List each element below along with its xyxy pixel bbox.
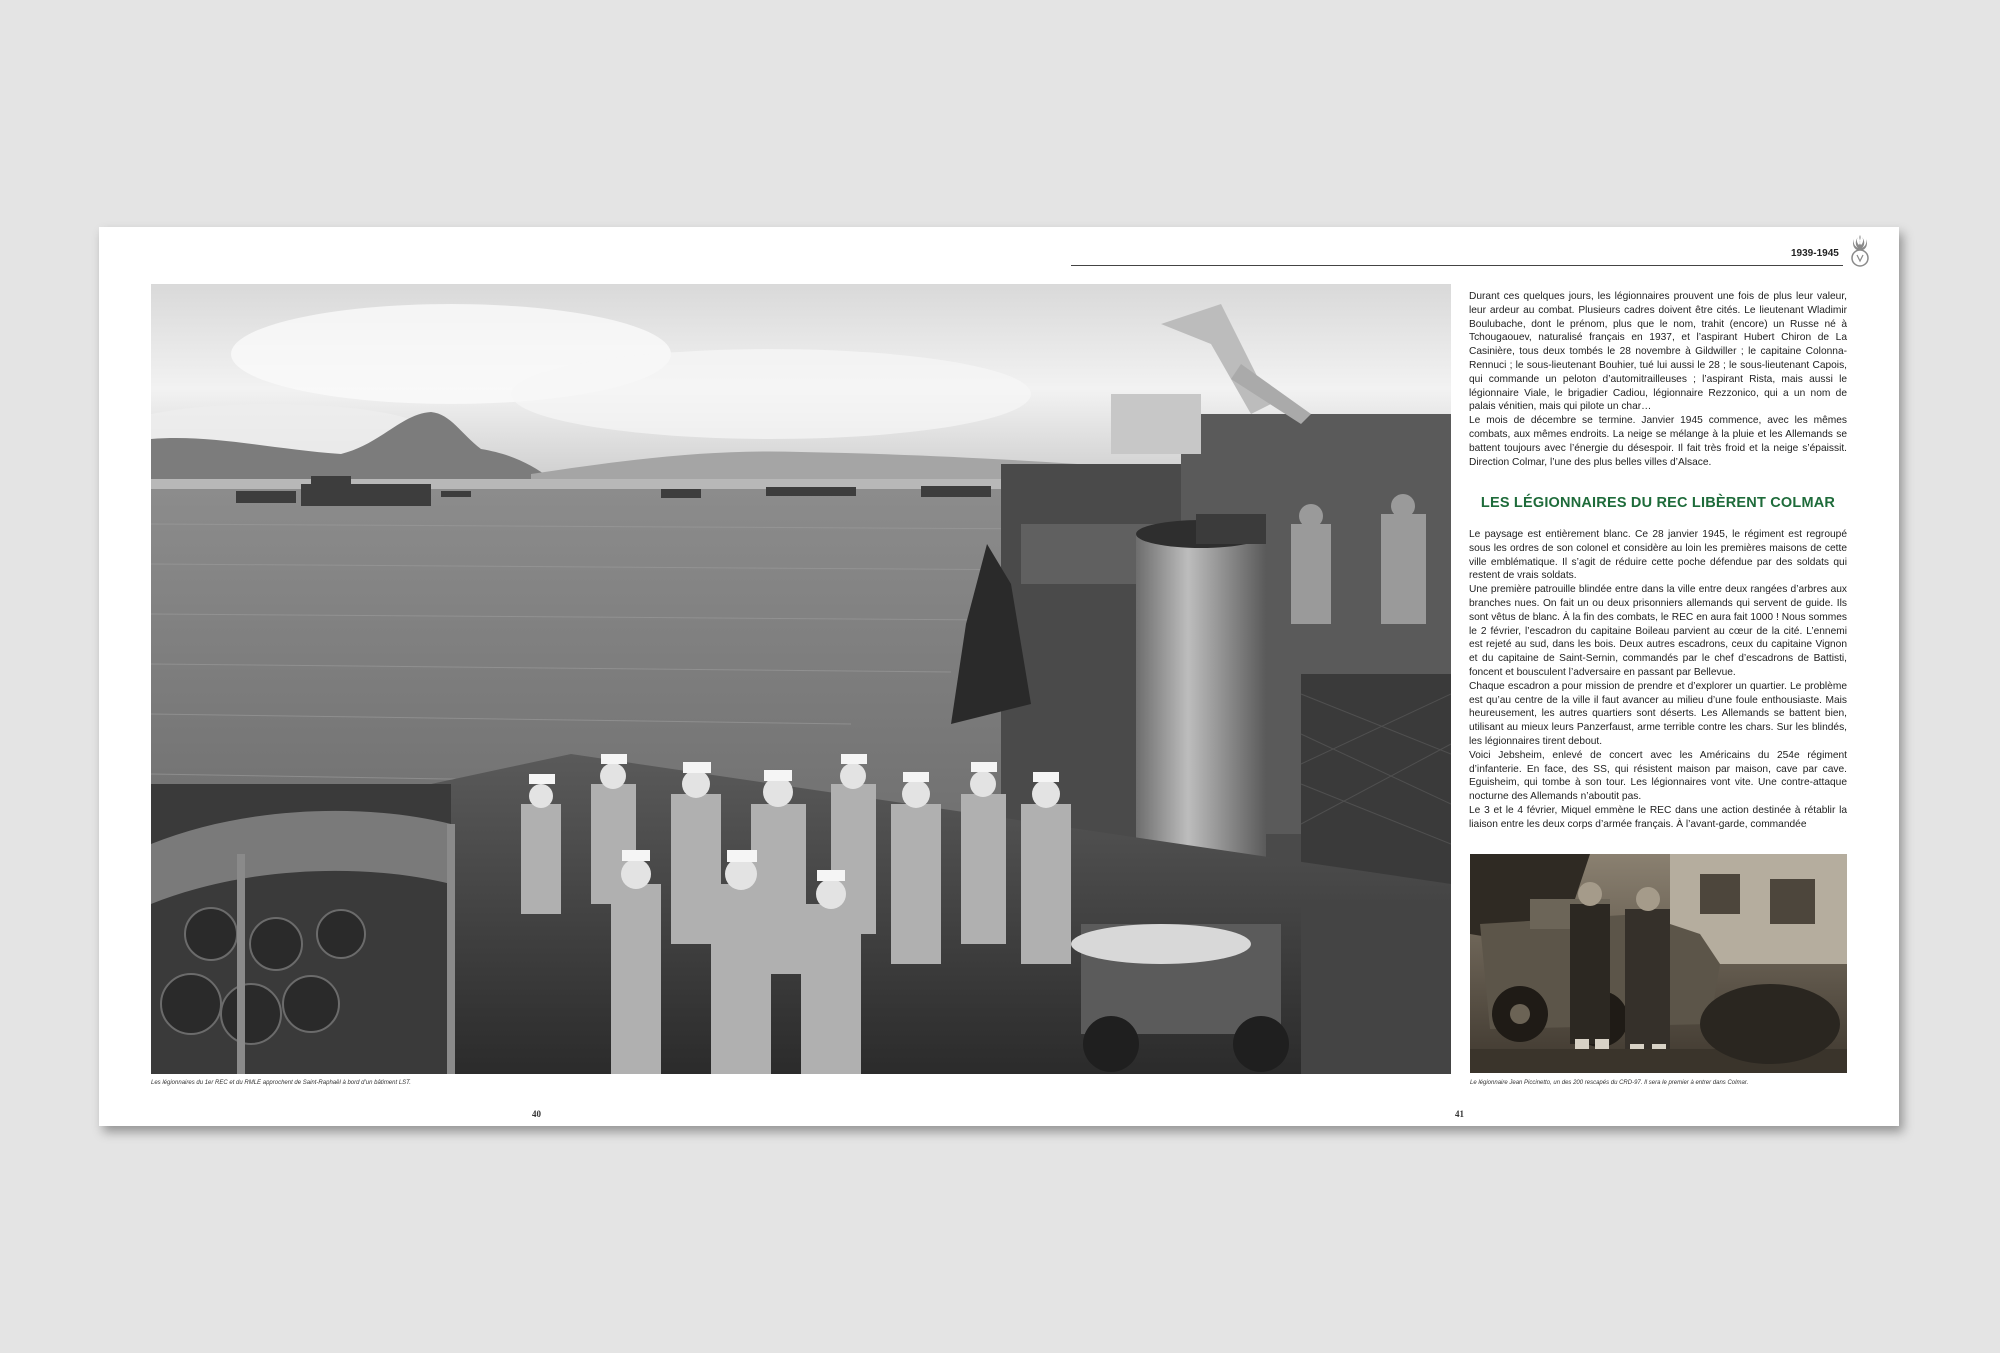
legion-grenade-emblem-icon (1849, 233, 1871, 269)
ship-deck-photo-icon (151, 284, 1451, 1074)
book-spread (99, 227, 1899, 1126)
paragraph: Voici Jebsheim, enlevé de concert avec les Américains du 254e régiment d’infanterie. En face, des SS, qui résistent maison par maison, cave par cave. Eguisheim, qui tombe à son tour. Les légionnaires vont vite. Une contre-attaque nocturne des Allemands n’aboutit pas. (1469, 749, 1847, 803)
caption-right: Le légionnaire Jean Piccinetto, un des 200 rescapés du CRD-97. Il sera le premier à entrer dans Colmar. (1470, 1080, 1749, 1086)
paragraph: Le 3 et le 4 février, Miquel emmène le REC dans une action destinée à rétablir la liaison entre les deux corps d’armée français. À l’avant-garde, commandée (1469, 804, 1847, 830)
paragraph: Durant ces quelques jours, les légionnaires prouvent une fois de plus leur valeur, leur ardeur au combat. Plusieurs cadres doivent être cités. Le lieutenant Wladimir Boulubache, dont le prénom, plus que le nom, trahit (encore) un Russe né à Tchougaouev, naturalisé français en 1937, et l’aspirant Hubert Chiron de La Casinière, tous deux tombés le 28 novembre à Gildwiller ; le capitaine Colonna-Rennuci ; le sous-lieutenant Bouhier, tué lui aussi le 28 ; le sous-lieutenant Capois, qui commande un peloton d’automitrailleuses ; l’aspirant Rista, mais aussi le légionnaire Viale, le brigadier Cadiou, légionnaire Rezzonico, qui a un nom de palais vénitien, mais qui pilote un char… (1469, 291, 1847, 413)
intro-text-column (1469, 290, 1847, 469)
small-photo (1470, 854, 1847, 1073)
paragraph: Chaque escadron a pour mission de prendre et d’explorer un quartier. Le problème est qu’au centre de la ville il faut avancer au milieu d’une foule enthousiaste. Mais heureusement, les autres quartiers sont déserts. Les Allemands se battent bien, utilisant au mieux leurs Panzerfaust, arme terrible contre les chars. Sur les blindés, les légionnaires tirent debout. (1469, 680, 1847, 747)
page-number-left: 40 (532, 1109, 541, 1119)
header-rule (1071, 265, 1843, 266)
armoured-car-photo-icon (1470, 854, 1847, 1073)
running-head: 1939-1945 (1791, 248, 1839, 259)
paragraph: Le mois de décembre se termine. Janvier 1945 commence, avec les mêmes combats, aux mêmes endroits. La neige se mélange à la pluie et les Allemands se battent toujours avec l’énergie du désespoir. Il fait très froid et la neige s’épaissit. Direction Colmar, l’une des plus belles villes d’Alsace. (1469, 415, 1847, 468)
page-number-right: 41 (1455, 1109, 1464, 1119)
body-text-column (1469, 528, 1847, 832)
paragraph: Une première patrouille blindée entre dans la ville entre deux rangées d’arbres aux branches nues. On fait un ou deux prisonniers allemands qui servent de guide. Ils sont vêtus de blanc. À la fin des combats, le REC en aura fait 1000 ! Nous sommes le 2 février, l’escadron du capitaine Boileau parvient au cœur de la cité. L’ennemi est rejeté au sud, dans les bois. Deux autres escadrons, ceux du capitaine Vignon et du capitaine de Saint-Sernin, commandés par le chef d’escadrons de Battisti, foncent et bousculent l’adversaire en passant par Bellevue. (1469, 584, 1847, 678)
main-photo (151, 284, 1451, 1074)
caption-left: Les légionnaires du 1er REC et du RMLE approchent de Saint-Raphaël à bord d’un bâtiment LST. (151, 1080, 411, 1086)
paragraph: Le paysage est entièrement blanc. Ce 28 janvier 1945, le régiment est regroupé sous les ordres de son colonel et considère au loin les premières maisons de cette ville emblématique. Il s’agit de réduire cette poche défendue par des soldats qui restent de vrais soldats. (1469, 529, 1847, 582)
section-heading: LES LÉGIONNAIRES DU REC LIBÈRENT COLMAR (1480, 495, 1836, 511)
